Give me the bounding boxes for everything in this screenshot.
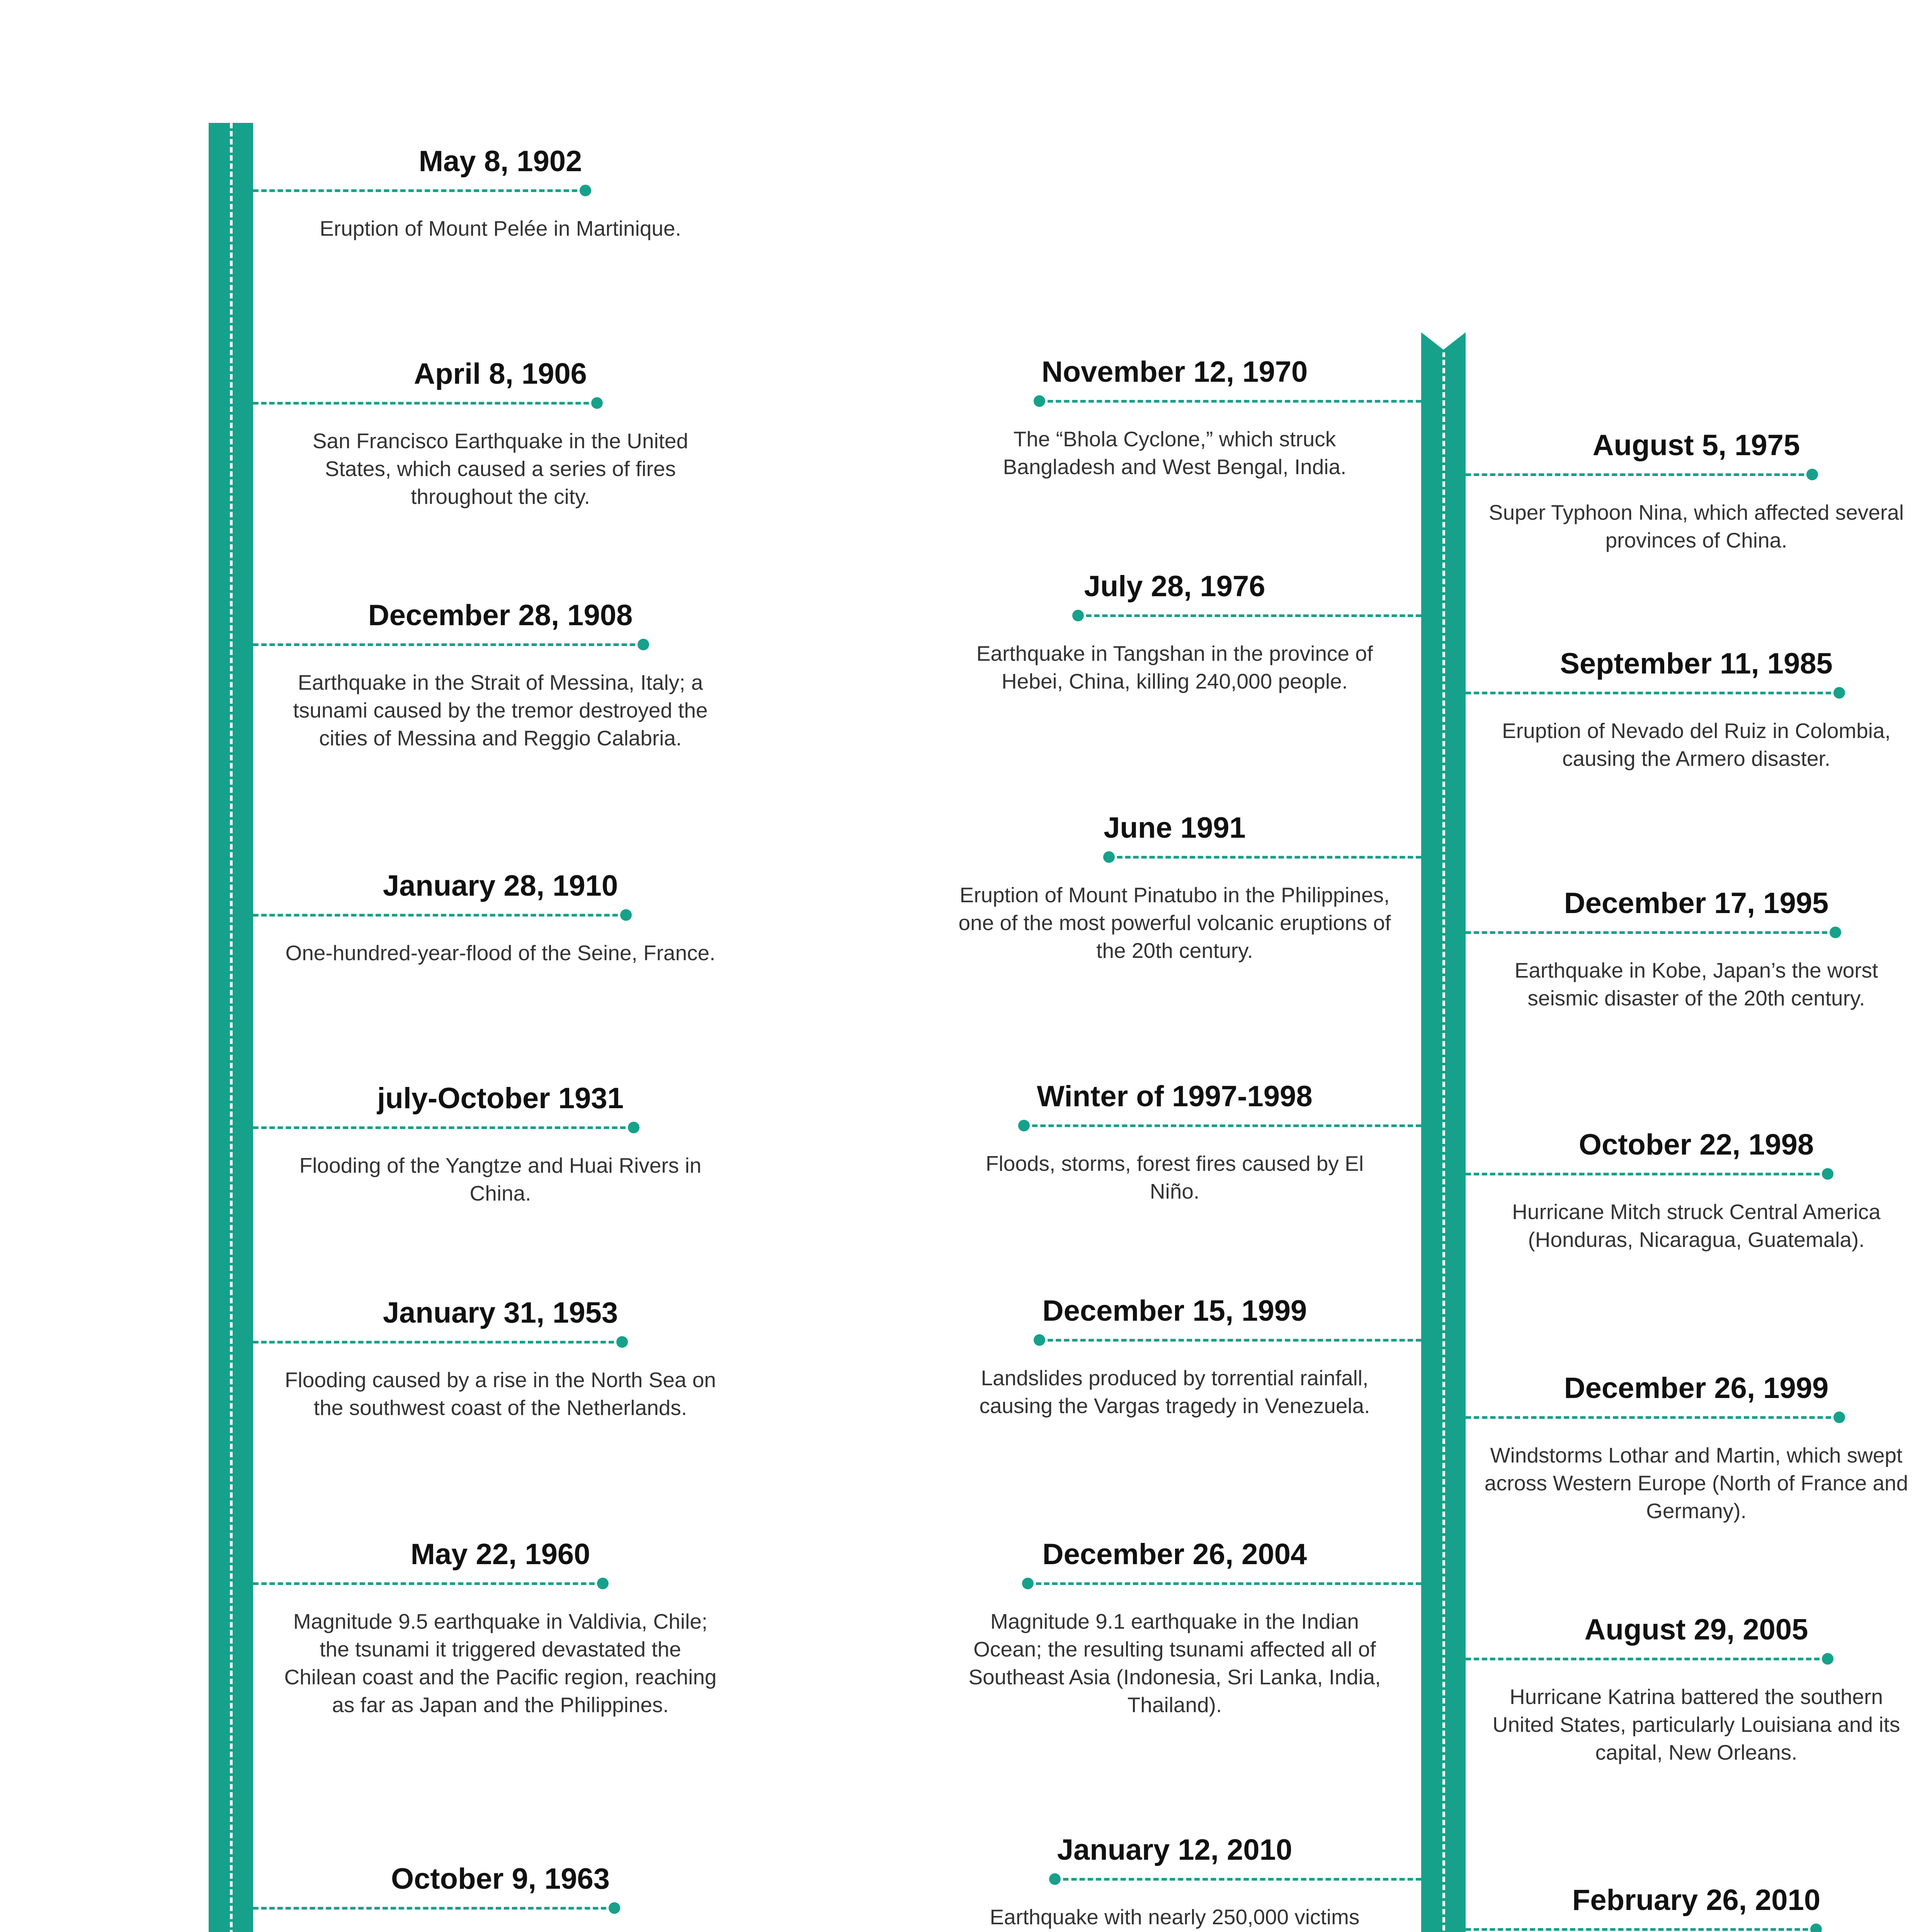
timeline-connector [1466, 1928, 1816, 1931]
event-date: july-October 1931 [377, 1082, 624, 1115]
timeline-dot [1833, 687, 1845, 699]
event-date: December 15, 1999 [1042, 1294, 1307, 1327]
event-description: San Francisco Earthquake in the United States, which caused a series of fires throughout the city. [312, 429, 689, 509]
timeline-dot [1018, 1120, 1030, 1131]
event-date: September 11, 1985 [1560, 647, 1833, 680]
timeline-dot [1034, 1334, 1045, 1346]
timeline-dot [1022, 1578, 1034, 1589]
timeline-dot [1822, 1653, 1833, 1665]
left-timeline-bar [209, 123, 253, 1932]
timeline-connector [253, 914, 626, 917]
timeline-dot [638, 639, 649, 650]
right-bar-dashed-line [1442, 352, 1445, 1932]
event-date: December 17, 1995 [1564, 887, 1829, 920]
event-date: June 1991 [1104, 811, 1246, 844]
timeline-connector [1466, 1658, 1828, 1660]
timeline-connector [1028, 1582, 1421, 1585]
event-description: Flooding of the Yangtze and Huai Rivers in China. [299, 1153, 702, 1205]
timeline-connector [1466, 473, 1812, 476]
event-description: Eruption of Mount Pelée in Martinique. [320, 216, 681, 240]
timeline-dot [1049, 1873, 1061, 1885]
event-date: May 8, 1902 [418, 145, 582, 178]
timeline-dot [591, 397, 603, 409]
event-description: Earthquake with nearly 250,000 victims [990, 1905, 1360, 1929]
timeline-dot [628, 1122, 639, 1133]
event-date: January 31, 1953 [383, 1296, 618, 1329]
timeline-connector [1466, 1173, 1828, 1175]
event-description: Windstorms Lothar and Martin, which swept across Western Europe (North of France and Germany). [1484, 1443, 1908, 1523]
timeline-connector [1466, 692, 1839, 694]
event-date: December 28, 1908 [368, 599, 633, 632]
timeline-connector [1039, 1339, 1421, 1342]
event-date: November 12, 1970 [1041, 355, 1308, 388]
event-description: Floods, storms, forest fires caused by El Niño. [985, 1151, 1364, 1203]
event-description: Earthquake in Kobe, Japan’s the worst seismic disaster of the 20th century. [1514, 958, 1878, 1010]
left-bar-dashed-line [230, 123, 233, 1932]
timeline-connector [253, 1582, 603, 1585]
event-date: August 29, 2005 [1584, 1613, 1808, 1646]
event-description: Super Typhoon Nina, which affected several provinces of China. [1488, 500, 1904, 552]
event-date: October 9, 1963 [391, 1862, 610, 1895]
event-description: Eruption of Nevado del Ruiz in Colombia, causing the Armero disaster. [1502, 719, 1891, 770]
event-description: Hurricane Mitch struck Central America (Honduras, Nicaragua, Guatemala). [1512, 1200, 1881, 1252]
event-description: Magnitude 9.1 earthquake in the Indian Ocean; the resulting tsunami affected all of Southeast Asia (Indonesia, Sri Lanka, India, Thailand). [968, 1609, 1381, 1717]
timeline-dot [1833, 1412, 1845, 1423]
timeline-connector [1466, 1416, 1839, 1419]
timeline-dot [580, 185, 591, 196]
event-date: October 22, 1998 [1578, 1128, 1814, 1161]
timeline-dot [1034, 395, 1045, 407]
timeline-dot [1810, 1923, 1822, 1932]
event-date: January 28, 1910 [383, 869, 618, 902]
event-description: Hurricane Katrina battered the southern United States, particularly Louisiana and its capital, New Orleans. [1492, 1685, 1900, 1764]
timeline-connector [1109, 856, 1421, 859]
timeline-dot [1822, 1168, 1833, 1180]
event-description: Eruption of Mount Pinatubo in the Philippines, one of the most powerful volcanic eruptions of the 20th century. [958, 883, 1391, 963]
timeline-connector [253, 402, 597, 405]
event-date: February 26, 2010 [1572, 1884, 1821, 1917]
timeline-connector [253, 1126, 634, 1129]
timeline-connector [253, 1907, 614, 1910]
event-date: July 28, 1976 [1084, 570, 1265, 603]
timeline-connector [1055, 1878, 1421, 1881]
event-description: Landslides produced by torrential rainfall, causing the Vargas tragedy in Venezuela. [979, 1366, 1370, 1418]
event-description: The “Bhola Cyclone,” which struck Bangladesh and West Bengal, India. [1003, 427, 1347, 479]
event-date: December 26, 1999 [1564, 1372, 1829, 1405]
timeline-dot [597, 1578, 609, 1589]
right-timeline-bar [1421, 352, 1466, 1932]
timeline-connector [1466, 931, 1835, 934]
event-date: Winter of 1997-1998 [1037, 1080, 1313, 1113]
event-date: May 22, 1960 [410, 1538, 590, 1571]
event-description: Flooding caused by a rise in the North Sea on the southwest coast of the Netherlands. [285, 1368, 716, 1420]
timeline-dot [1072, 610, 1084, 621]
timeline-connector [253, 1341, 622, 1344]
timeline-connector [1024, 1124, 1421, 1127]
timeline-connector [1078, 614, 1421, 617]
timeline-connector [1039, 400, 1421, 403]
timeline-dot [1103, 851, 1115, 863]
event-date: August 5, 1975 [1592, 429, 1800, 462]
event-date: April 8, 1906 [414, 357, 587, 390]
event-description: Magnitude 9.5 earthquake in Valdivia, Chile; the tsunami it triggered devastated the Chilean coast and the Pacific region, reaching as far as Japan and the Philippines. [284, 1609, 717, 1717]
event-date: December 26, 2004 [1042, 1538, 1307, 1571]
event-description: One-hundred-year-flood of the Seine, France. [285, 941, 716, 965]
timeline-connector [253, 643, 643, 646]
timeline-dot [620, 909, 632, 921]
event-description: Earthquake in the Strait of Messina, Italy; a tsunami caused by the tremor destroyed the cities of Messina and Reggio Calabria. [293, 670, 708, 750]
event-date: January 12, 2010 [1057, 1833, 1293, 1866]
right-bar-top-notch [1421, 332, 1466, 352]
timeline-connector [253, 189, 585, 192]
event-description: Earthquake in Tangshan in the province of Hebei, China, killing 240,000 people. [976, 641, 1373, 693]
timeline-dot [616, 1336, 628, 1348]
timeline-dot [1806, 469, 1818, 480]
timeline-dot [1830, 927, 1841, 938]
timeline-dot [609, 1902, 620, 1914]
